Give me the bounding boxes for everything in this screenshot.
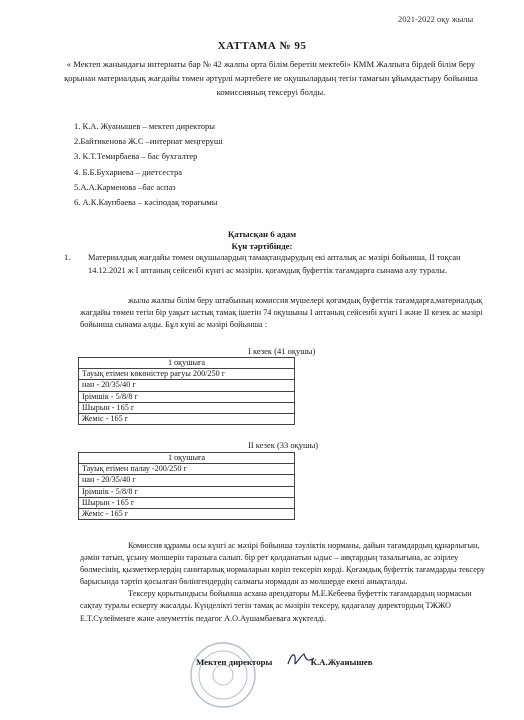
findings-paragraph: Комиссия құрамы осы күнгі ас мәзірі бойынша тәуліктік норманы, дайын тағамдардың құнарлығын, дәмін татып, ұсыну мөлшерін таразыға салып. бір рет қолданатын ыдыс – аяқтардың тазалығына, ас әзірлеу бөлмесінің, қызметкерлердің санитарлық нормаларын көріп тексеріп көрді. Қоғамдық буфеттік тағамдарды тексеру барысында тәртіп қосылған бөлінгендердің салмағы нормадан аз мөлшерде екені анықталды.	[80, 541, 486, 587]
agenda-text: Материалдық жағдайы төмен оқушылардың тамақтандырудың екі апталық ас мәзірі бойынша, II тоқсан 14.12.2021 ж I аптаның сейсенбі күнгі ас мәзірін. қоғамдық буфеттік тағамдарға сынама алу туралы.	[88, 253, 461, 275]
table-row: Тауық етімен көкөністер рагуы 200/250 г	[79, 369, 295, 380]
table-row: Ірімшік - 5/8/8 г	[79, 486, 295, 497]
protocol-title: ХАТТАМА № 95	[217, 40, 307, 52]
inspection-paragraph: жылы жалпы білім беру штабының комиссия мүшелері қоғамдық буфеттік тағамдарға,материалдық жағдайы төмен тегін бір уақыт ыстық тамақ ішетін 74 оқушыны I аптаның сейсенбі күнгі I және II кезек ас мәзірі бойынша сынама алды. Бұл күні ас мәзірі бойынша :	[80, 296, 483, 330]
table-row: Жеміс - 165 г	[79, 508, 295, 519]
commission-members	[74, 119, 223, 210]
conclusion-paragraph: Тексеру қорытындысы бойынша асхана арендаторы М.Е.Кебеева буфеттік тағамдардың нормасын сақтау туралы ескерту жасалды. Күнделікті тегін тамақ ас мәзірін тексеру, қадағалау директордың ТЖЖО Е.Т.Сүлейменге және әлеуметтік педагог А.О.Аушамбаеваға жүктелді.	[80, 589, 472, 623]
stage1-menu-table	[78, 357, 295, 425]
agenda-item	[64, 252, 484, 277]
stage1-label: I кезек (41 оқушы)	[248, 346, 316, 356]
table-row: нан - 20/35/40 г	[79, 475, 295, 486]
agenda-number: 1.	[64, 253, 71, 262]
agenda-heading: Күн тәртібінде:	[231, 241, 293, 251]
member-item: 1. К.А. Жуанышев – мектеп директоры	[74, 121, 215, 131]
member-item: 5.А.А.Карменова –бас аспаз	[74, 181, 176, 192]
stage2-menu-table	[78, 452, 295, 520]
signatory-name: К.А.Жуанышев	[310, 657, 373, 667]
member-item: 3. К.Т.Темирбаева – бас бухгалтер	[74, 151, 198, 162]
table-header: 1 оқушыға	[79, 358, 295, 369]
findings-paragraphs	[80, 540, 492, 625]
intro-paragraph: « Мектеп жанындағы интернаты бар № 42 жалпы орта білім беретін мектебі» КММ Жалпыға бірдей білім беру қорынан материалдық жағдайы төмен әртүрлі мәртебеге ие оқушылардың тегін тамағын ұйымдастыру бойынша комиссияның тексеруі болды.	[64, 59, 478, 97]
member-item: 4. Б.Б.Бухариева – диетсестра	[74, 166, 183, 177]
table-row: Шырын - 165 г	[79, 402, 295, 413]
table-row: Ірімшік - 5/8/8 г	[79, 391, 295, 402]
member-item: 6. А.К.Каупбаева – кәсіподақ төрағымы	[74, 197, 218, 208]
table-row: Шырын - 165 г	[79, 497, 295, 508]
official-stamp-icon	[188, 640, 258, 710]
signature-line	[196, 657, 372, 667]
member-item: 2.Байтикенова Ж.С –интернат меңгерушi	[74, 136, 223, 147]
table-header: 1 оқушыға	[79, 453, 295, 464]
table-row: Жеміс - 165 г	[79, 413, 295, 424]
table-row: Тауық етімен палау -200/250 г	[79, 464, 295, 475]
stage2-label: II кезек (33 оқушы)	[248, 440, 319, 450]
table-row: нан - 20/35/40 г	[79, 380, 295, 391]
attendance-block	[0, 228, 524, 252]
academic-year: 2021-2022 оқу жылы	[398, 14, 474, 24]
attendance-count: Қатысқан 6 адам	[227, 229, 297, 239]
signatory-position: Мектеп директоры	[196, 657, 273, 667]
